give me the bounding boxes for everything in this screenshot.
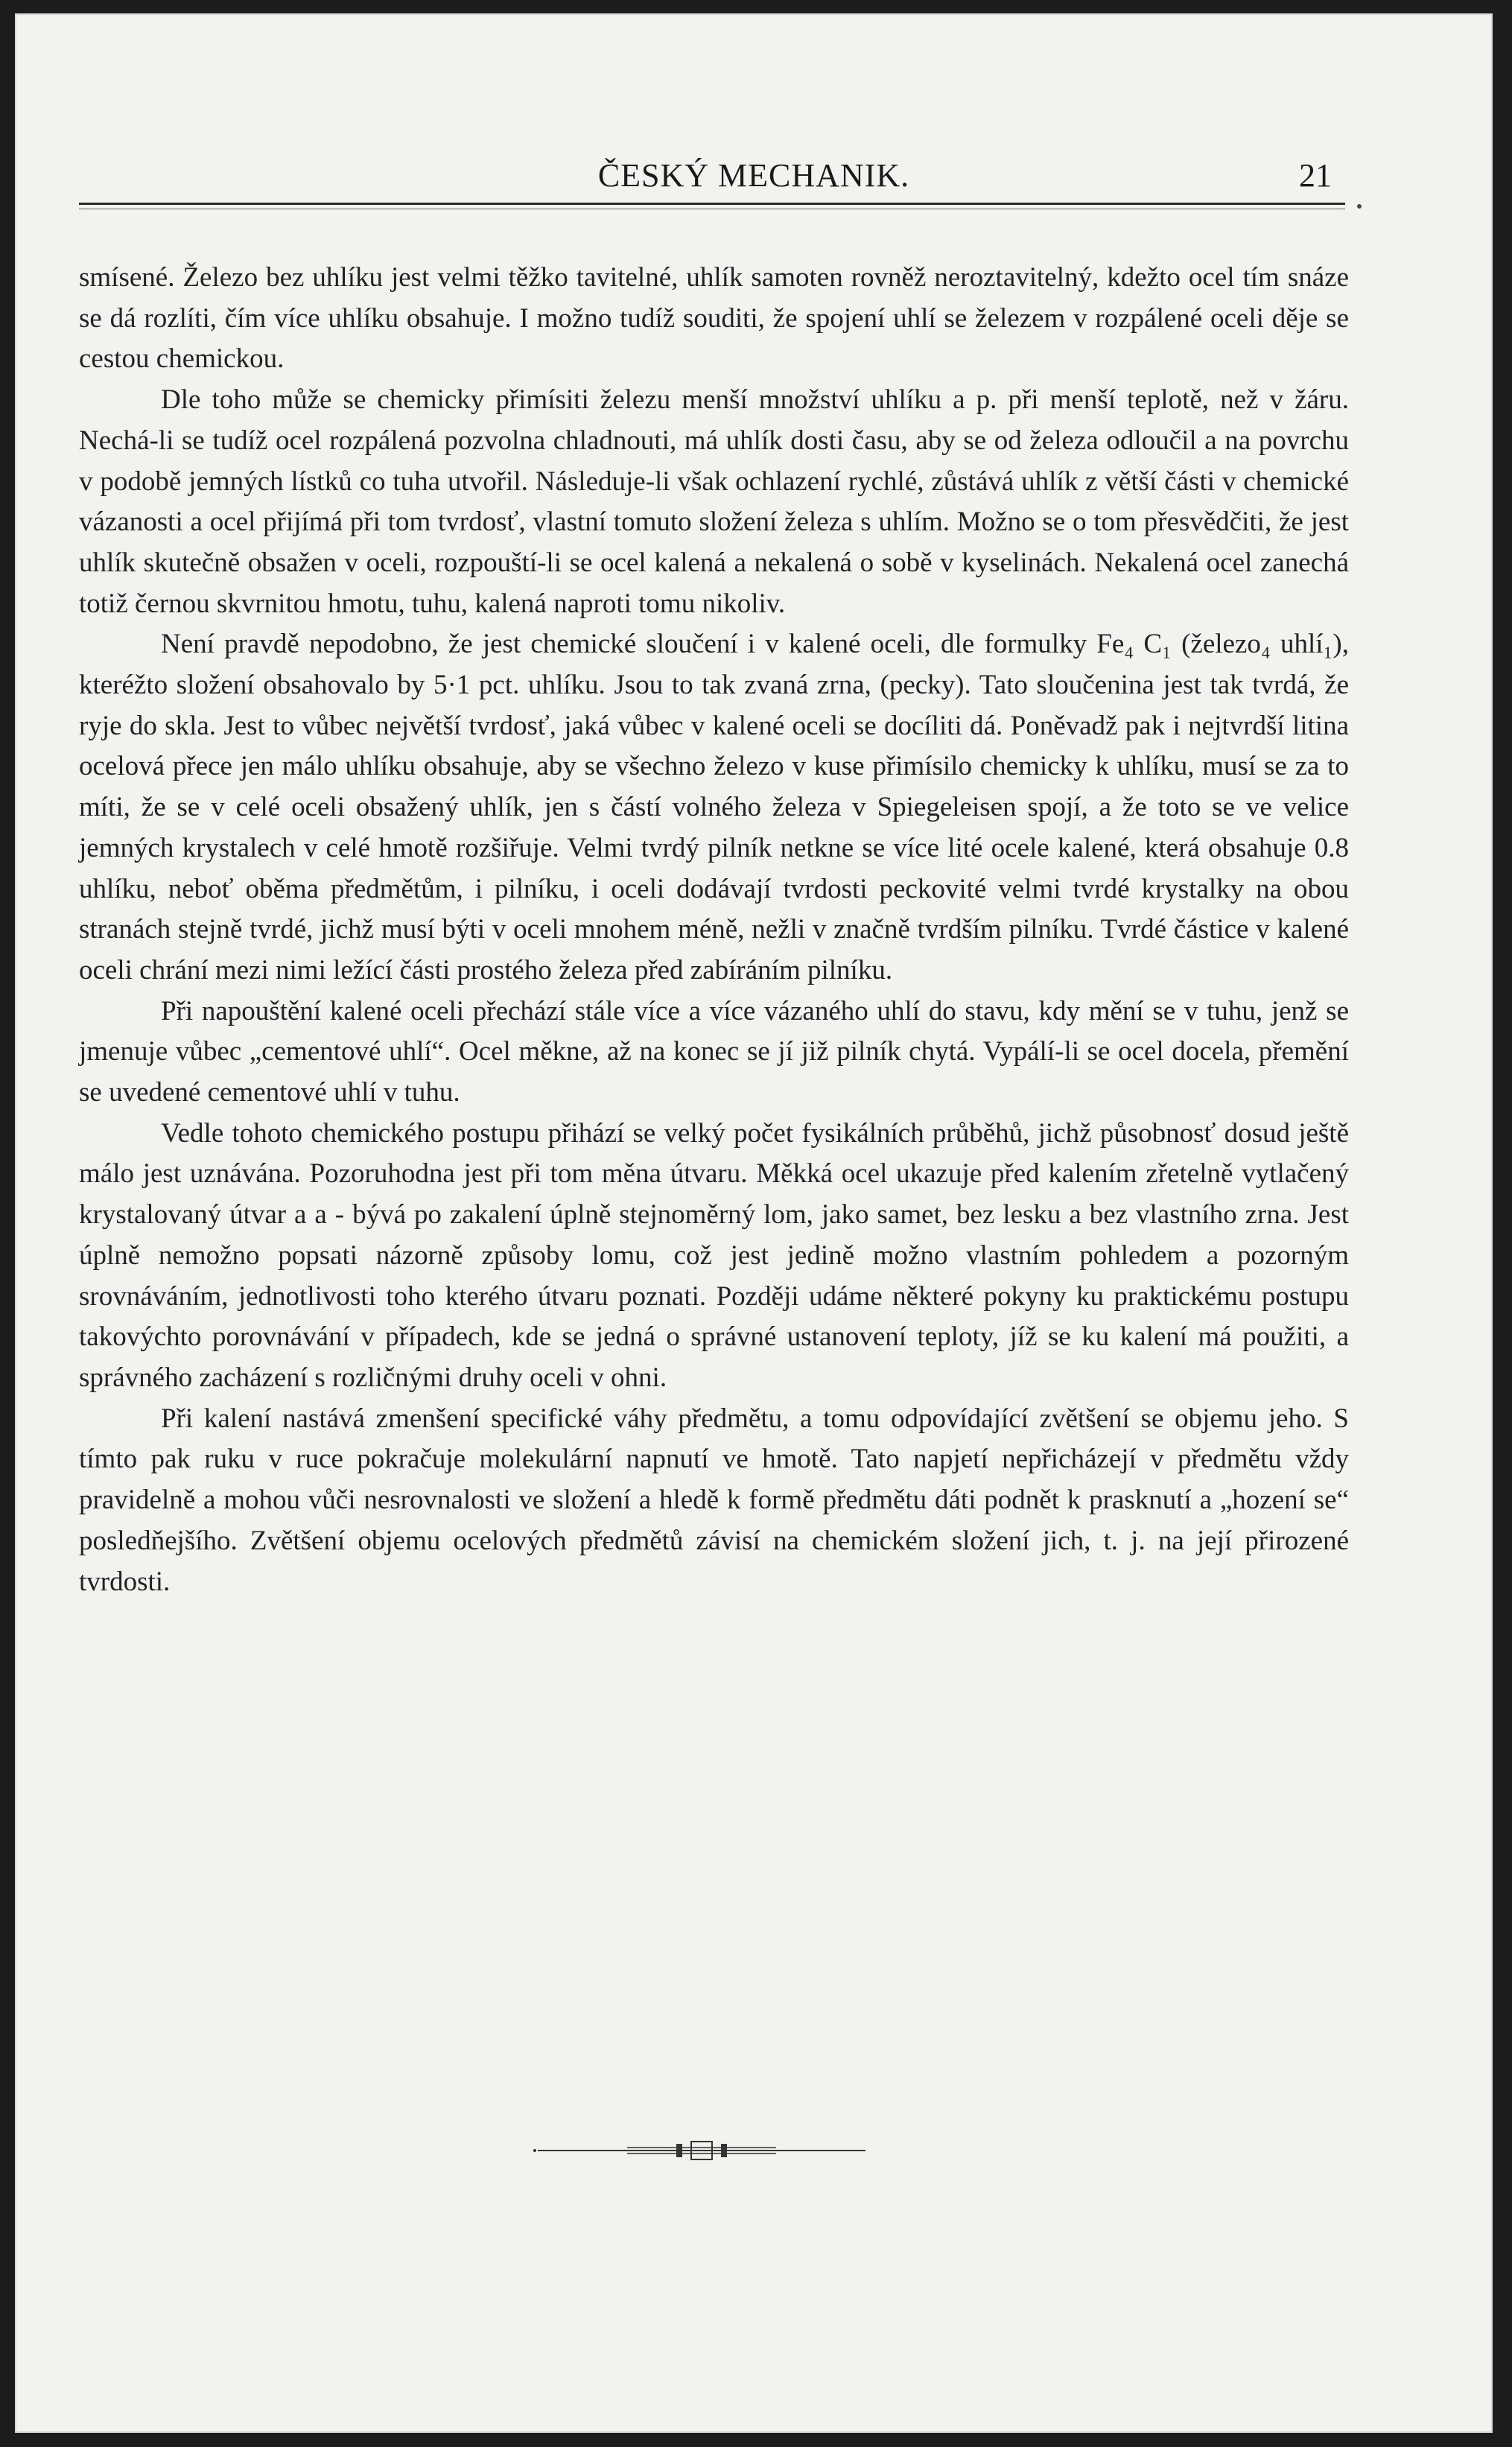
paragraph-6: Při kalení nastává zmenšení specifické váhy předmětu, a tomu odpovídající zvětšení se objemu jeho. S tímto pak ruku v ruce pokračuje molekulární napnutí ve hmotě. Tato napjetí nepřicházejí v předmětu vždy pravidelně a mohou vůči nesrovnalosti ve složení a hledě k formě předmětu dáti podnět k prasknutí a „hození se“ posledňejšího. Zvětšení objemu ocelových předmětů závisí na chemickém složení jich, t. j. na její přirozené tvrdosti. xyxy=(79,1403,1349,1597)
page-number: 21 xyxy=(1299,157,1332,194)
paragraph-2: Dle toho může se chemicky přimísiti železu menší množství uhlíku a p. při menší teplotě, než v žáru. Nechá-li se tudíž ocel rozpálená pozvolna chladnouti, má uhlík dosti času, aby se od železa odloučil a na povrchu v podobě jemných lístků co tuha utvořil. Následuje-li však ochlazení rychlé, zůstává uhlík z větší části v chemické vázanosti a ocel přijímá při tom tvrdosť, vlastní tomuto složení železa s uhlím. Možno se o tom přesvědčiti, že jest uhlík skutečně obsažen v oceli, rozpouští-li se ocel kalená a nekalená o sobě v kyselinách. Nekalená ocel zanechá totiž černou skvrnitou hmotu, tuhu, kalená naproti tomu nikoliv. xyxy=(79,384,1349,619)
page-header xyxy=(16,156,1491,209)
page xyxy=(15,13,1493,2433)
body-text xyxy=(79,258,1349,1602)
paragraph-5: Vedle tohoto chemického postupu přihází se velký počet fysikálních průběhů, jichž působnosť dosud ještě málo jest uznávána. Pozoruhodna jest při tom měna útvaru. Měkká ocel ukazuje před kalením zřetelně vytlačený krystalovaný útvar a a - bývá po zakalení úplně stejnoměrný lom, jako samet, bez lesku a bez vlastního zrna. Jest úplně nemožno popsati názorně způsoby lomu, což jest jedině možno vlastním pohledem a pozorným srovnáváním, jednotlivosti toho kterého útvaru poznati. Později udáme některé pokyny ku praktickému postupu takovýchto porovnávání v případech, kde se jedná o správné ustanovení teploty, jíž se ku kalení má použiti, a správného zacházení s rozličnými druhy oceli v ohni. xyxy=(79,1117,1349,1393)
paragraph-3: Není pravdě nepodobno, že jest chemické sloučení i v kalené oceli, dle formulky Fe₄ C₁ (železo₄ uhlí₁), kteréžto složení obsahovalo by 5·1 pct. uhlíku. Jsou to tak zvaná zrna, (pecky). Tato sloučenina jest tak tvrdá, že ryje do skla. Jest to vůbec největší tvrdosť, jaká vůbec v kalené oceli se docíliti dá. Poněvadž pak i nejtvrdší litina ocelová přece jen málo uhlíku obsahuje, aby se všechno železo v kuse přimísilo chemicky k uhlíku, musí se za to míti, že se v celé oceli obsažený uhlík, jen s částí volného železa v Spiegeleisen spojí, a že toto se ve velice jemných krystalech v celé hmotě rozšiřuje. Velmi tvrdý pilník netkne se více lité ocele kalené, která obsahuje 0.8 uhlíku, neboť oběma předmětům, i pilníku, i oceli dodávají tvrdosti peckovité velmi tvrdé krystalky na obou stranách stejně tvrdé, jichž musí býti v oceli mnohem méně, nežli v značně tvrdším pilníku. Tvrdé částice v kalené oceli chrání mezi nimi ležící části prostého železa před zabíráním pilníku. xyxy=(79,629,1349,986)
end-ornament xyxy=(16,2139,1491,2169)
ornament-icon xyxy=(530,2139,873,2162)
rule-dot xyxy=(1357,204,1362,209)
running-title: ČESKÝ MECHANIK. xyxy=(597,157,910,194)
header-rule xyxy=(79,203,1345,205)
paragraph-4: Při napouštění kalené oceli přechází stále více a více vázaného uhlí do stavu, kdy mění se v tuhu, jenž se jmenuje vůbec „cementové uhlí“. Ocel měkne, až na konec se jí již pilník chytá. Vypálí-li se ocel docela, přemění se uvedené cementové uhlí v tuhu. xyxy=(79,995,1349,1108)
paragraph-1: smísené. Železo bez uhlíku jest velmi těžko tavitelné, uhlík samoten rovněž neroztavitelný, kdežto ocel tím snáze se dá rozlíti, čím více uhlíku obsahuje. I možno tudíž souditi, že spojení uhlí se železem v rozpálené oceli děje se cestou chemickou. xyxy=(79,262,1349,375)
